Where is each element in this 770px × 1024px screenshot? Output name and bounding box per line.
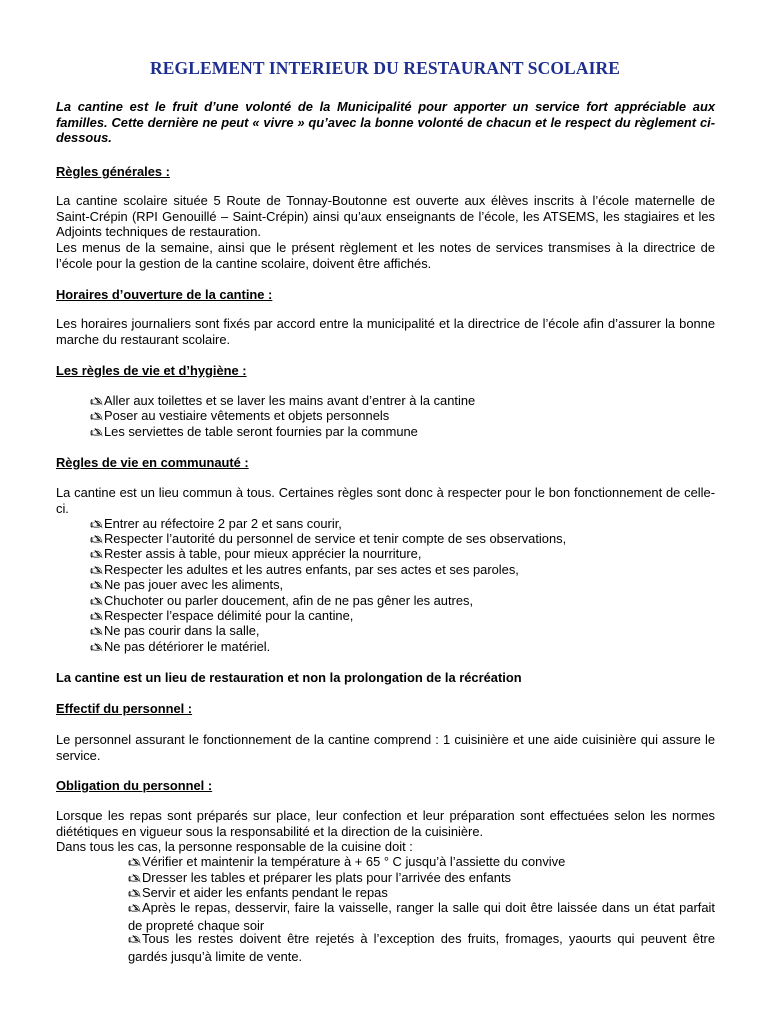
communaute-paragraph: La cantine est un lieu commun à tous. Certaines règles sont donc à respecter pour le bon fonctionnement de celle-ci.	[56, 485, 715, 516]
pointing-hand-icon: 🖎	[128, 903, 142, 915]
restauration-note: La cantine est un lieu de restauration et non la prolongation de la récréation	[56, 670, 522, 685]
pointing-hand-icon: 🖎	[128, 888, 142, 900]
pointing-hand-icon: 🖎	[90, 427, 104, 439]
document-title: REGLEMENT INTERIEUR DU RESTAURANT SCOLAIRE	[150, 58, 620, 78]
list-item: 🖎Vérifier et maintenir la température à + 65 ° C jusqu’à l’assiette du convive	[128, 854, 565, 872]
section-heading-effectif: Effectif du personnel :	[56, 701, 193, 716]
pointing-hand-icon: 🖎	[90, 580, 104, 592]
regles-generales-paragraph-1: La cantine scolaire située 5 Route de Tonnay-Boutonne est ouverte aux élèves inscrits à l’école maternelle de Saint-Crépin (RPI Genouillé – Saint-Crépin) ainsi qu’aux enseignants de l’école, les ATSEMS, les stagiaires et les Adjoints techniques de restauration.	[56, 193, 715, 240]
pointing-hand-icon: 🖎	[128, 857, 142, 869]
obligation-paragraph-2: Dans tous les cas, la personne responsable de la cuisine doit :	[56, 839, 413, 854]
pointing-hand-icon: 🖎	[90, 396, 104, 408]
list-item: 🖎Après le repas, desservir, faire la vaisselle, ranger la salle qui doit être laissée dans un état parfait de propreté chaque soir	[128, 900, 715, 933]
list-item: 🖎Les serviettes de table seront fournies par la commune	[90, 424, 418, 442]
list-item: 🖎Respecter les adultes et les autres enfants, par ses actes et ses paroles,	[90, 562, 519, 580]
pointing-hand-icon: 🖎	[90, 519, 104, 531]
pointing-hand-icon: 🖎	[90, 534, 104, 546]
list-item: 🖎Servir et aider les enfants pendant le repas	[128, 885, 388, 903]
pointing-hand-icon: 🖎	[128, 934, 142, 946]
section-heading-communaute: Règles de vie en communauté :	[56, 455, 249, 470]
pointing-hand-icon: 🖎	[90, 596, 104, 608]
regles-generales-paragraph-2: Les menus de la semaine, ainsi que le présent règlement et les notes de services transmises à la directrice de l’école pour la gestion de la cantine scolaire, doivent être affichés.	[56, 240, 715, 271]
list-item: 🖎Tous les restes doivent être rejetés à l’exception des fruits, fromages, yaourts qui peuvent être gardés jusqu’à limite de vente.	[128, 931, 715, 964]
pointing-hand-icon: 🖎	[90, 565, 104, 577]
list-item: 🖎Respecter l’autorité du personnel de service et tenir compte de ses observations,	[90, 531, 566, 549]
section-heading-horaires: Horaires d’ouverture de la cantine :	[56, 287, 273, 302]
list-item: 🖎Entrer au réfectoire 2 par 2 et sans courir,	[90, 516, 342, 534]
section-heading-hygiene: Les règles de vie et d’hygiène :	[56, 363, 247, 378]
list-item: 🖎Ne pas jouer avec les aliments,	[90, 577, 283, 595]
section-heading-obligation: Obligation du personnel :	[56, 778, 213, 793]
intro-paragraph: La cantine est le fruit d’une volonté de la Municipalité pour apporter un service fort appréciable aux familles. Cette dernière ne peut « vivre » qu’avec la bonne volonté de chacun et le respect du règlement ci-dessous.	[56, 99, 715, 146]
pointing-hand-icon: 🖎	[90, 549, 104, 561]
obligation-paragraph-1: Lorsque les repas sont préparés sur place, leur confection et leur préparation sont effectuées selon les normes diététiques en vigueur sous la responsabilité et la direction de la cuisinière.	[56, 808, 715, 839]
list-item: 🖎Aller aux toilettes et se laver les mains avant d’entrer à la cantine	[90, 393, 475, 411]
list-item: 🖎Poser au vestiaire vêtements et objets personnels	[90, 408, 389, 426]
list-item: 🖎Dresser les tables et préparer les plats pour l’arrivée des enfants	[128, 870, 511, 888]
list-item: 🖎Ne pas courir dans la salle,	[90, 623, 259, 641]
section-heading-regles-generales: Règles générales :	[56, 164, 170, 179]
pointing-hand-icon: 🖎	[90, 611, 104, 623]
pointing-hand-icon: 🖎	[128, 873, 142, 885]
pointing-hand-icon: 🖎	[90, 642, 104, 654]
horaires-paragraph: Les horaires journaliers sont fixés par accord entre la municipalité et la directrice de l’école afin d’assurer la bonne marche du restaurant scolaire.	[56, 316, 715, 347]
pointing-hand-icon: 🖎	[90, 411, 104, 423]
pointing-hand-icon: 🖎	[90, 626, 104, 638]
list-item: 🖎Chuchoter ou parler doucement, afin de ne pas gêner les autres,	[90, 593, 473, 611]
list-item: 🖎Rester assis à table, pour mieux apprécier la nourriture,	[90, 546, 421, 564]
list-item: 🖎Ne pas détériorer le matériel.	[90, 639, 270, 657]
effectif-paragraph: Le personnel assurant le fonctionnement de la cantine comprend : 1 cuisinière et une aide cuisinière qui assure le service.	[56, 732, 715, 763]
list-item: 🖎Respecter l’espace délimité pour la cantine,	[90, 608, 353, 626]
